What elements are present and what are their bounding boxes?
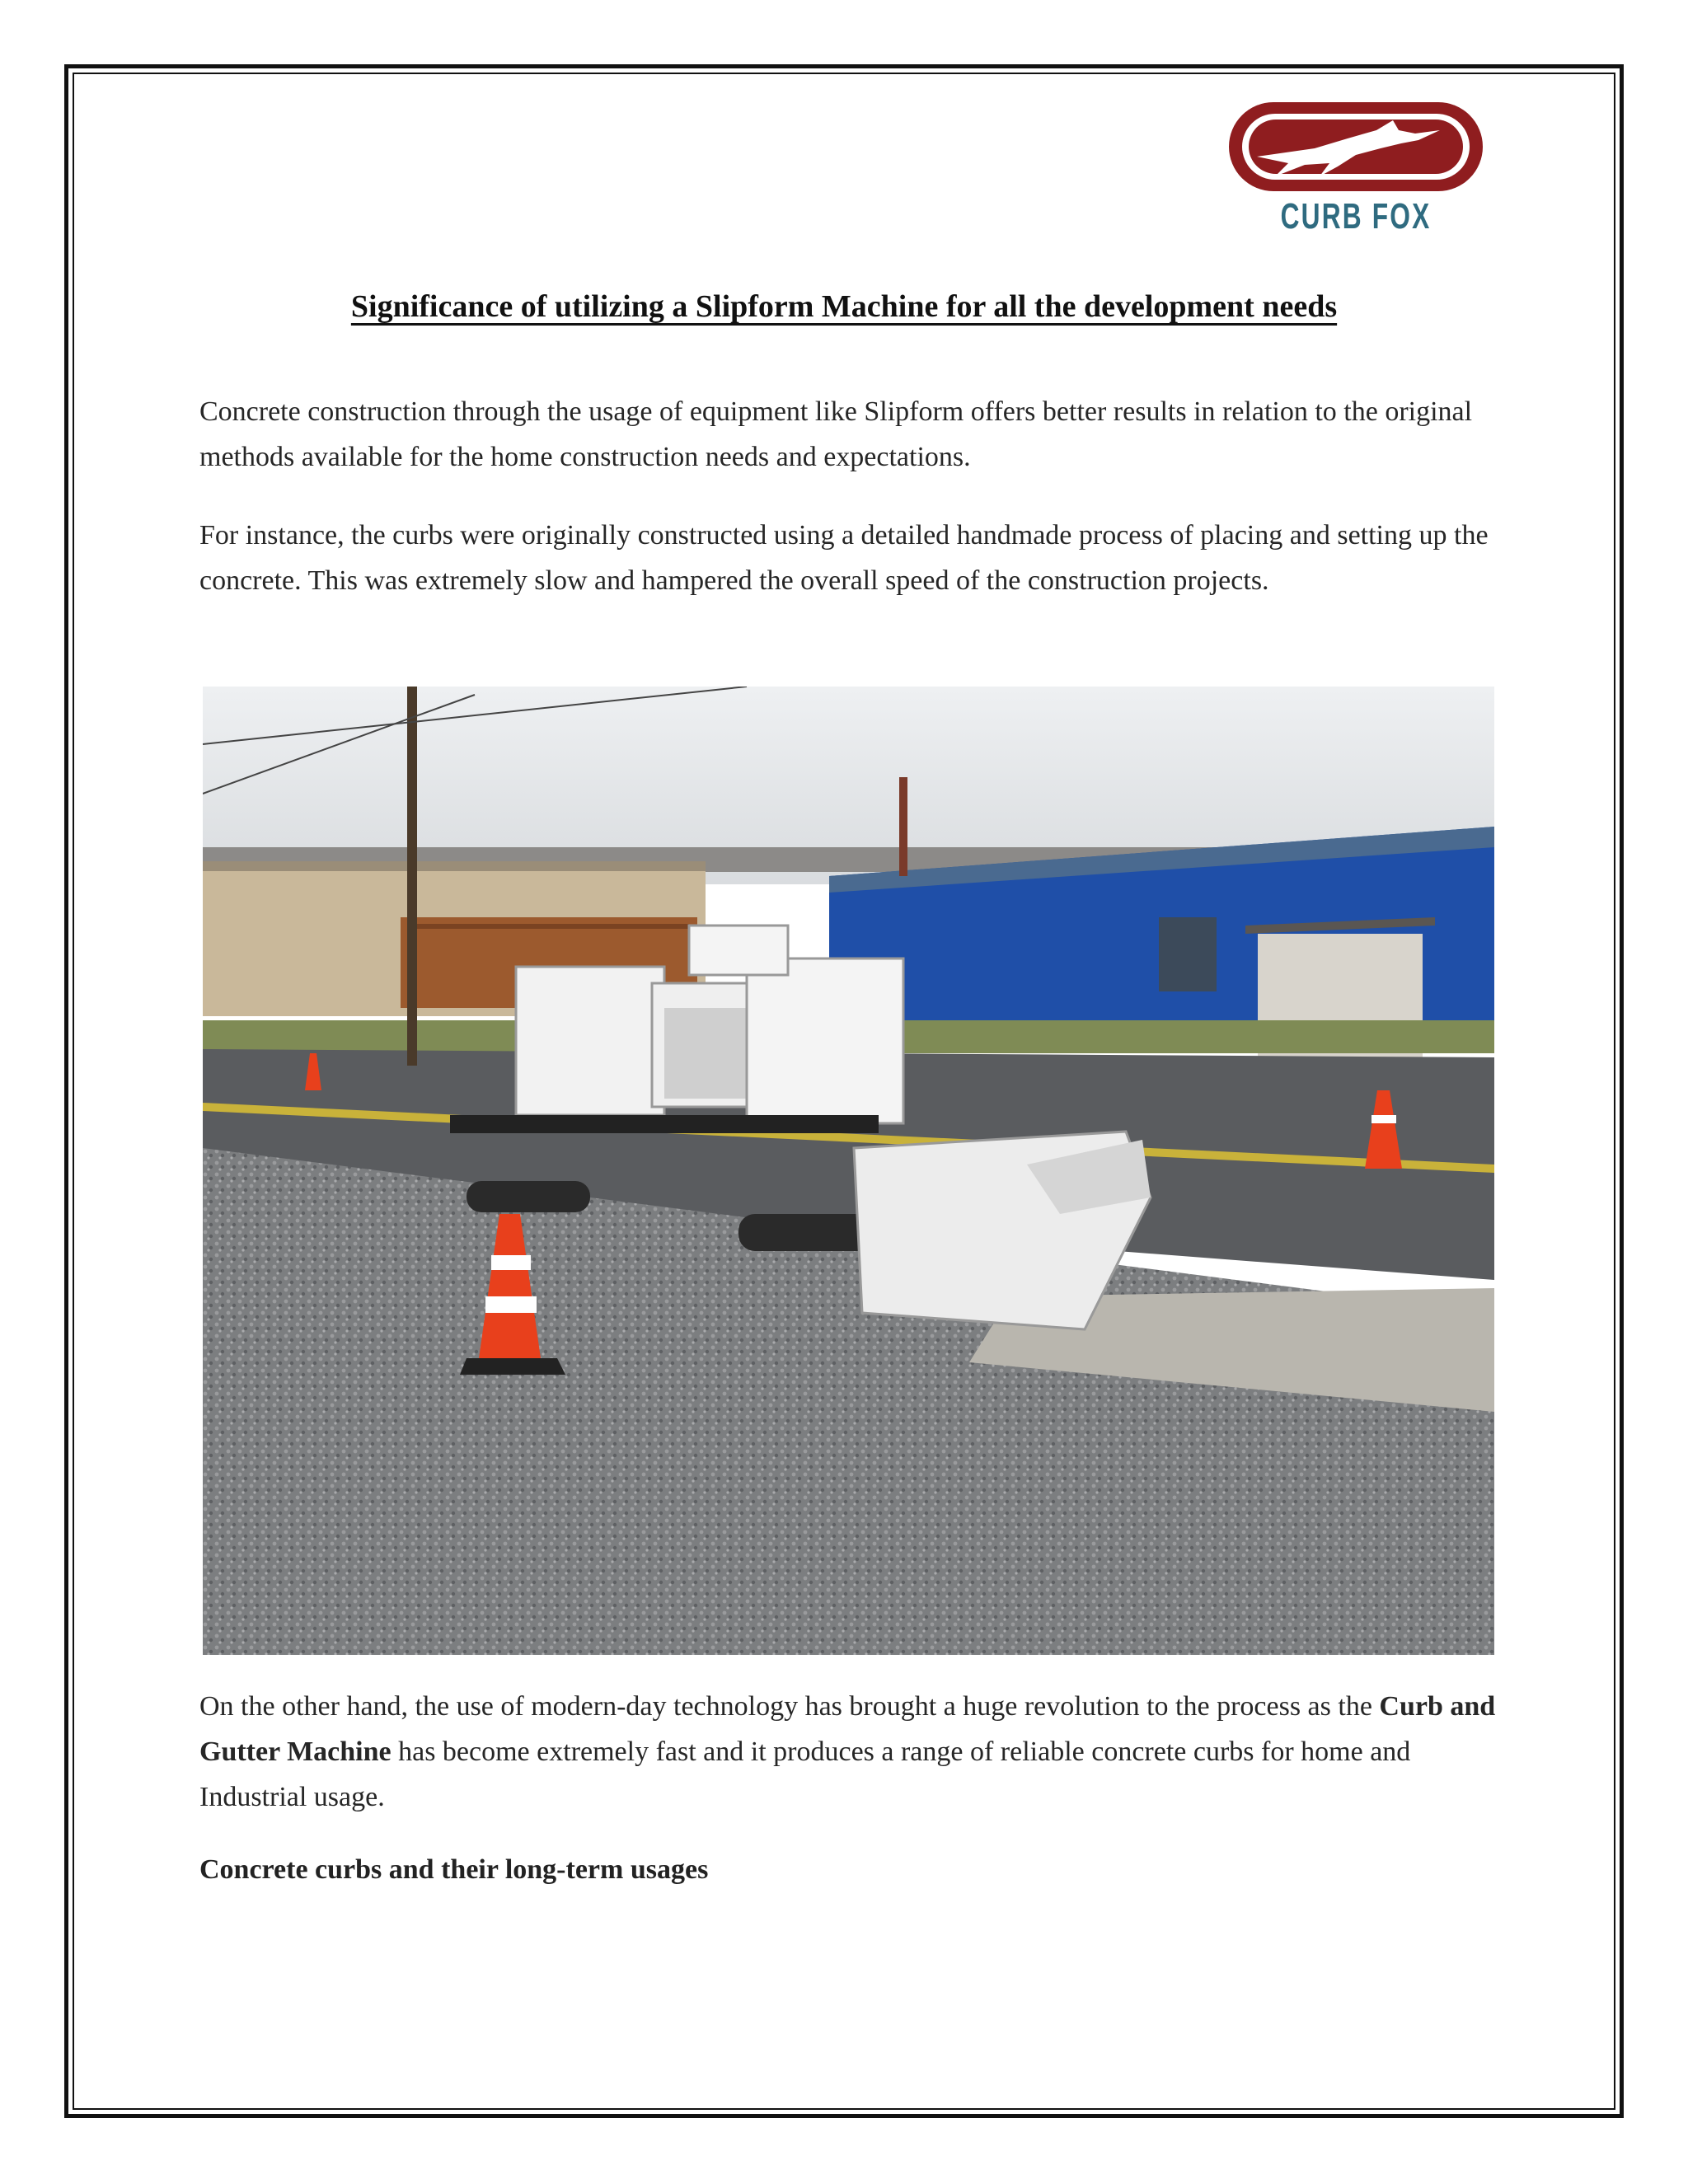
section-subheading: Concrete curbs and their long-term usages	[199, 1854, 709, 1885]
construction-site-image	[203, 687, 1494, 1655]
paragraph-3-text-before: On the other hand, the use of modern-day technology has brought a huge revolution to the process as the	[199, 1691, 1380, 1722]
paragraph-3-text-after: has become extremely fast and it produces a range of reliable concrete curbs for home and Industrial usage.	[199, 1736, 1411, 1812]
page-title: Significance of utilizing a Slipform Machine for all the development needs	[350, 289, 1338, 324]
paragraph-1: Concrete construction through the usage of equipment like Slipform offers better results in relation to the original methods available for the home construction needs and expectations.	[199, 396, 1473, 472]
curb-fox-logo	[1224, 97, 1488, 246]
paragraph-3	[199, 1684, 1502, 1820]
slipform-machine-photo	[203, 687, 1494, 1655]
fox-emblem-icon	[1224, 97, 1488, 196]
logo-text: CURB FOX	[1280, 196, 1432, 237]
curb-and-gutter-machine-link: Curb and Gutter Machine	[199, 1691, 1496, 1767]
paragraph-2: For instance, the curbs were originally constructed using a detailed handmade process of placing and setting up the concrete. This was extremely slow and hampered the overall speed of the construction projects.	[199, 520, 1489, 596]
